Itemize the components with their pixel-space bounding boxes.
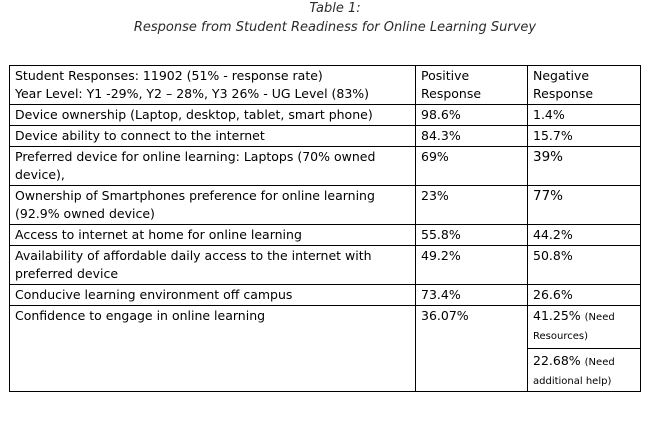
header-response-count: Student Responses: 11902 (51% - response rate) xyxy=(15,68,323,83)
table-caption-title: Table 1: xyxy=(309,1,361,16)
row-item: Availability of affordable daily access to the internet with preferred device xyxy=(10,246,416,285)
row-negative: 50.8% xyxy=(528,246,641,285)
table-header-row xyxy=(10,66,641,105)
row-negative: 1.4% xyxy=(528,105,641,126)
row-item: Preferred device for online learning: Laptops (70% owned device), xyxy=(10,147,416,186)
table-row xyxy=(10,225,641,246)
table-row xyxy=(10,186,641,225)
row-item: Confidence to engage in online learning xyxy=(10,306,416,392)
row-negative-split xyxy=(528,306,641,392)
row-item: Access to internet at home for online learning xyxy=(10,225,416,246)
negative-note-a: (Need Resources) xyxy=(533,312,615,342)
row-negative: 44.2% xyxy=(528,225,641,246)
row-item: Device ownership (Laptop, desktop, tablet, smart phone) xyxy=(10,105,416,126)
table-row xyxy=(10,147,641,186)
table-row xyxy=(10,306,641,392)
row-item: Device ability to connect to the internet xyxy=(10,126,416,147)
negative-need-help xyxy=(533,352,634,390)
row-positive: 84.3% xyxy=(416,126,528,147)
table-caption-subtitle: Response from Student Readiness for Online Learning Survey xyxy=(133,20,537,35)
negative-note-b: (Need additional help) xyxy=(533,357,615,387)
row-positive: 69% xyxy=(416,147,528,186)
table-row xyxy=(10,126,641,147)
row-positive: 98.6% xyxy=(416,105,528,126)
header-negative-response: Negative Response xyxy=(528,66,641,105)
row-positive: 55.8% xyxy=(416,225,528,246)
header-positive-response: Positive Response xyxy=(416,66,528,105)
header-student-responses xyxy=(10,66,416,105)
negative-value-a: 41.25% xyxy=(533,308,581,323)
negative-need-resources xyxy=(528,307,640,349)
survey-table xyxy=(9,65,641,392)
row-positive: 73.4% xyxy=(416,285,528,306)
row-positive: 23% xyxy=(416,186,528,225)
header-year-level: Year Level: Y1 -29%, Y2 – 28%, Y3 26% - UG Level (83%) xyxy=(15,86,370,101)
table-row xyxy=(10,285,641,306)
row-negative: 26.6% xyxy=(528,285,641,306)
table-row xyxy=(10,246,641,285)
row-negative: 15.7% xyxy=(528,126,641,147)
row-negative: 39% xyxy=(528,147,641,186)
negative-value-b: 22.68% xyxy=(533,353,581,368)
row-negative: 77% xyxy=(528,186,641,225)
table-row xyxy=(10,105,641,126)
row-item: Conducive learning environment off campus xyxy=(10,285,416,306)
row-item: Ownership of Smartphones preference for online learning (92.9% owned device) xyxy=(10,186,416,225)
row-positive: 36.07% xyxy=(416,306,528,392)
row-positive: 49.2% xyxy=(416,246,528,285)
